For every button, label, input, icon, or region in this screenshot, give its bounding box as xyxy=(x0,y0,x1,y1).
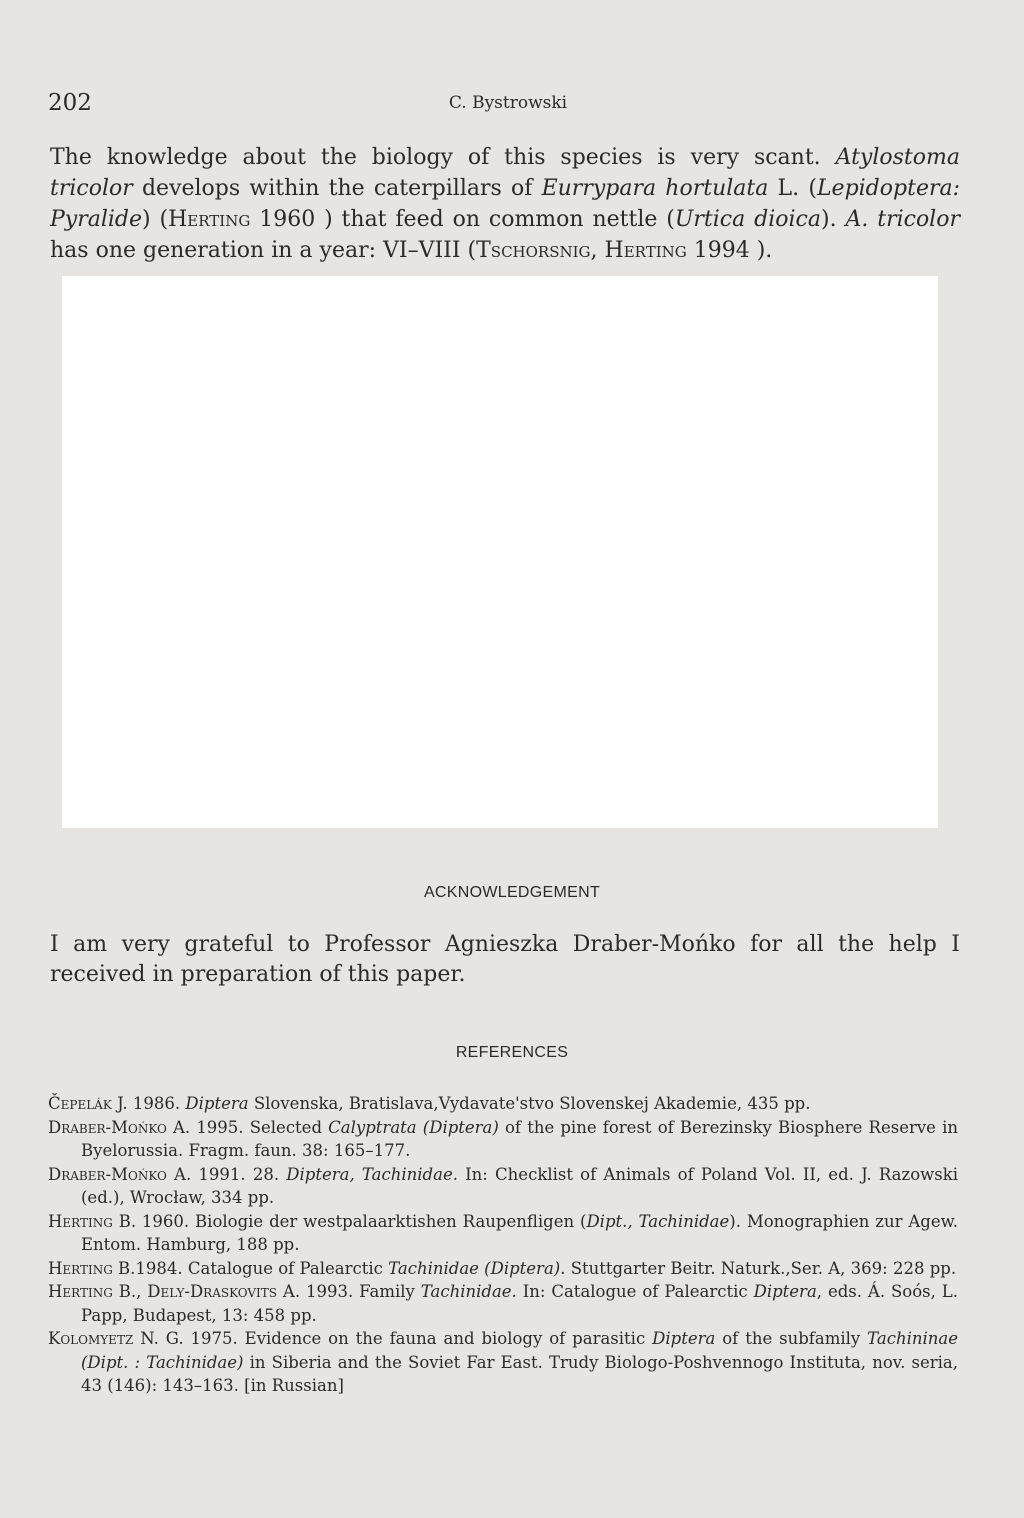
intro-paragraph: The knowledge about the biology of this species is very scant. Atylostoma tricolor develops within the caterpillars of Eurrypara hortulata L. (Lepidoptera: Pyralide) (Herting 1960 ) that feed on common nettle (Urtica dioica). A. tricolor has one generation in a year: VI–VIII (Tschorsnig, Herting 1994 ). xyxy=(50,145,961,263)
reference-item: Herting B., Dely-Draskovits A. 1993. Family Tachinidae. In: Catalogue of Palearctic Diptera, eds. Á. Soós, L. Papp, Budapest, 13: 458 pp. xyxy=(48,1282,958,1325)
reference-item: Herting B. 1960. Biologie der westpalaarktishen Raupenfligen (Dipt., Tachinidae). Monographien zur Agew. Entom. Hamburg, 188 pp. xyxy=(48,1211,958,1254)
acknowledgement-heading: ACKNOWLEDGEMENT xyxy=(423,884,601,901)
acknowledgement-text: I am very grateful to Professor Agnieszka Draber-Mońko for all the help I received in preparation of this paper. xyxy=(50,932,960,987)
reference-item: Čepelák J. 1986. Diptera Slovenska, Bratislava,Vydavate'stvo Slovenskej Akademie, 435 pp. xyxy=(48,1094,811,1113)
page-header xyxy=(48,90,968,120)
running-head: C. Bystrowski xyxy=(448,93,568,113)
reference-item: Draber-Mońko A. 1991. 28. Diptera, Tachinidae. In: Checklist of Animals of Poland Vol. II, ed. J. Razowski (ed.), Wrocław, 334 pp. xyxy=(48,1164,958,1207)
page-number: 202 xyxy=(48,90,92,116)
reference-list xyxy=(48,1092,958,1398)
references-heading: REFERENCES xyxy=(455,1044,569,1061)
reference-item: Herting B.1984. Catalogue of Palearctic Tachinidae (Diptera). Stuttgarter Beitr. Naturk.,Ser. A, 369: 228 pp. xyxy=(48,1258,957,1278)
figure-placeholder xyxy=(62,276,938,828)
reference-item: Draber-Mońko A. 1995. Selected Calyptrata (Diptera) of the pine forest of Berezinsky Biosphere Reserve in Byelorussia. Fragm. faun. 38: 165–177. xyxy=(48,1117,958,1160)
reference-item: Kolomyetz N. G. 1975. Evidence on the fauna and biology of parasitic Diptera of the subfamily Tachininae (Dipt. : Tachinidae) in Siberia and the Soviet Far East. Trudy Biologo-Poshvennogo Instituta, nov. seria, 43 (146): 143–163. [in Russian] xyxy=(48,1329,959,1395)
